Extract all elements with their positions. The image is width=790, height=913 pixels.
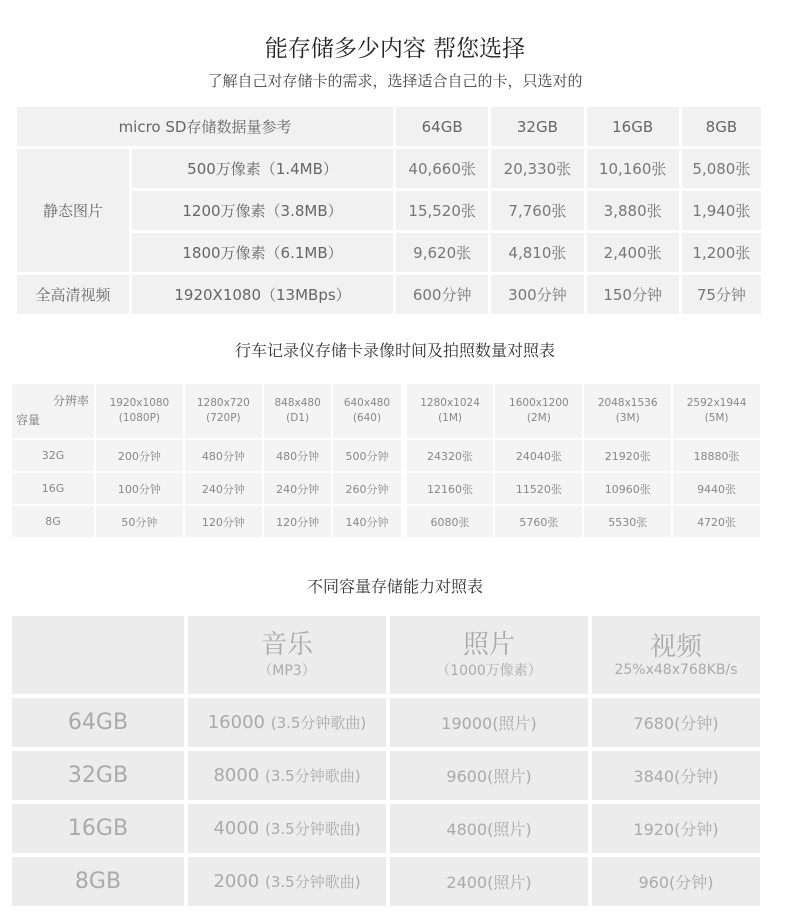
cell: 21920张 [584, 440, 671, 471]
table-header-row [12, 384, 760, 438]
row-label: 64GB [12, 698, 184, 747]
cell: 40,660张 [396, 149, 488, 188]
cell: 10960张 [584, 473, 671, 504]
table-row [12, 857, 760, 906]
cell-video: 960(分钟) [592, 857, 760, 906]
row-label: 32GB [12, 751, 184, 800]
table-row [17, 149, 761, 188]
cell: 9440张 [673, 473, 760, 504]
cell: 24320张 [407, 440, 494, 471]
page-title: 能存储多少内容 帮您选择 [264, 36, 526, 62]
diag-top-label: 分辨率 [52, 394, 89, 408]
cell: 480分钟 [185, 440, 262, 471]
table-corner: micro SD存储数据量参考 [17, 107, 393, 146]
cell: 100分钟 [96, 473, 183, 504]
cell: 150分钟 [587, 275, 679, 314]
cell-photo: 2400(照片) [390, 857, 588, 906]
row-label: 16G [12, 473, 94, 504]
column-gap [403, 473, 405, 504]
cell: 480分钟 [264, 440, 331, 471]
dashcam-table [10, 382, 762, 539]
cell: 12160张 [407, 473, 494, 504]
col-header: 1920x1080 (1080P) [96, 384, 183, 438]
cell: 260分钟 [333, 473, 400, 504]
group-label-still: 静态图片 [17, 149, 129, 272]
table-row [12, 698, 760, 747]
cell: 500分钟 [333, 440, 400, 471]
cell: 3,880张 [587, 191, 679, 230]
cell: 120分钟 [185, 506, 262, 537]
cell: 11520张 [495, 473, 582, 504]
cell: 600分钟 [396, 275, 488, 314]
col-header: 1280x720 (720P) [185, 384, 262, 438]
table-row [12, 751, 760, 800]
cell: 50分钟 [96, 506, 183, 537]
cell: 75分钟 [682, 275, 761, 314]
diag-bottom-label: 容量 [16, 413, 41, 427]
sd-capacity-table [14, 104, 764, 317]
cell: 4720张 [673, 506, 760, 537]
section-title-dashcam: 行车记录仪存储卡录像时间及拍照数量对照表 [234, 341, 555, 360]
cell: 10,160张 [587, 149, 679, 188]
table-row [12, 804, 760, 853]
col-header: 640x480 (640) [333, 384, 400, 438]
cell-photo: 19000(照片) [390, 698, 588, 747]
row-label: 500万像素（1.4MB） [132, 149, 393, 188]
table-header-row [12, 616, 760, 694]
column-gap [403, 506, 405, 537]
cell: 140分钟 [333, 506, 400, 537]
cell: 20,330张 [491, 149, 583, 188]
cell-music: 2000 (3.5分钟歌曲) [188, 857, 386, 906]
col-header: 8GB [682, 107, 761, 146]
column-gap [403, 384, 405, 438]
cell-photo: 9600(照片) [390, 751, 588, 800]
cell: 15,520张 [396, 191, 488, 230]
col-header-music: 音乐 （MP3） [188, 616, 386, 694]
cell: 200分钟 [96, 440, 183, 471]
cell-photo: 4800(照片) [390, 804, 588, 853]
cell: 2,400张 [587, 233, 679, 272]
diagonal-header [12, 384, 94, 438]
row-label: 1800万像素（6.1MB） [132, 233, 393, 272]
row-label: 16GB [12, 804, 184, 853]
col-header: 32GB [491, 107, 583, 146]
col-header: 2048x1536 (3M) [584, 384, 671, 438]
col-header: 64GB [396, 107, 488, 146]
col-header: 16GB [587, 107, 679, 146]
col-header: 848x480 (D1) [264, 384, 331, 438]
col-header-video: 视频 25%x48x768KB/s [592, 616, 760, 694]
cell: 4,810张 [491, 233, 583, 272]
row-label: 1920X1080（13MBps） [132, 275, 393, 314]
col-header: 1600x1200 (2M) [495, 384, 582, 438]
row-label: 8GB [12, 857, 184, 906]
table-row [17, 275, 761, 314]
col-header: 2592x1944 (5M) [673, 384, 760, 438]
cell: 240分钟 [264, 473, 331, 504]
cell-video: 7680(分钟) [592, 698, 760, 747]
row-label: 32G [12, 440, 94, 471]
table-row [12, 440, 760, 471]
cell: 5530张 [584, 506, 671, 537]
section-title-storage: 不同容量存储能力对照表 [306, 577, 483, 596]
cell: 5760张 [495, 506, 582, 537]
column-gap [403, 440, 405, 471]
cell: 240分钟 [185, 473, 262, 504]
storage-capability-table [8, 612, 764, 910]
cell: 9,620张 [396, 233, 488, 272]
cell: 1,200张 [682, 233, 761, 272]
table-corner [12, 616, 184, 694]
group-label-video: 全高清视频 [17, 275, 129, 314]
cell: 5,080张 [682, 149, 761, 188]
cell: 6080张 [407, 506, 494, 537]
page-subtitle: 了解自己对存储卡的需求，选择适合自己的卡，只选对的 [207, 72, 583, 90]
cell-video: 3840(分钟) [592, 751, 760, 800]
cell: 7,760张 [491, 191, 583, 230]
row-label: 8G [12, 506, 94, 537]
cell: 120分钟 [264, 506, 331, 537]
cell: 1,940张 [682, 191, 761, 230]
col-header: 1280x1024 (1M) [407, 384, 494, 438]
table-row [12, 506, 760, 537]
col-header-photo: 照片 （1000万像素） [390, 616, 588, 694]
row-label: 1200万像素（3.8MB） [132, 191, 393, 230]
cell: 24040张 [495, 440, 582, 471]
cell-video: 1920(分钟) [592, 804, 760, 853]
cell-music: 8000 (3.5分钟歌曲) [188, 751, 386, 800]
cell: 18880张 [673, 440, 760, 471]
cell: 300分钟 [491, 275, 583, 314]
table-row [12, 473, 760, 504]
cell-music: 16000 (3.5分钟歌曲) [188, 698, 386, 747]
cell-music: 4000 (3.5分钟歌曲) [188, 804, 386, 853]
table-header-row [17, 107, 761, 146]
